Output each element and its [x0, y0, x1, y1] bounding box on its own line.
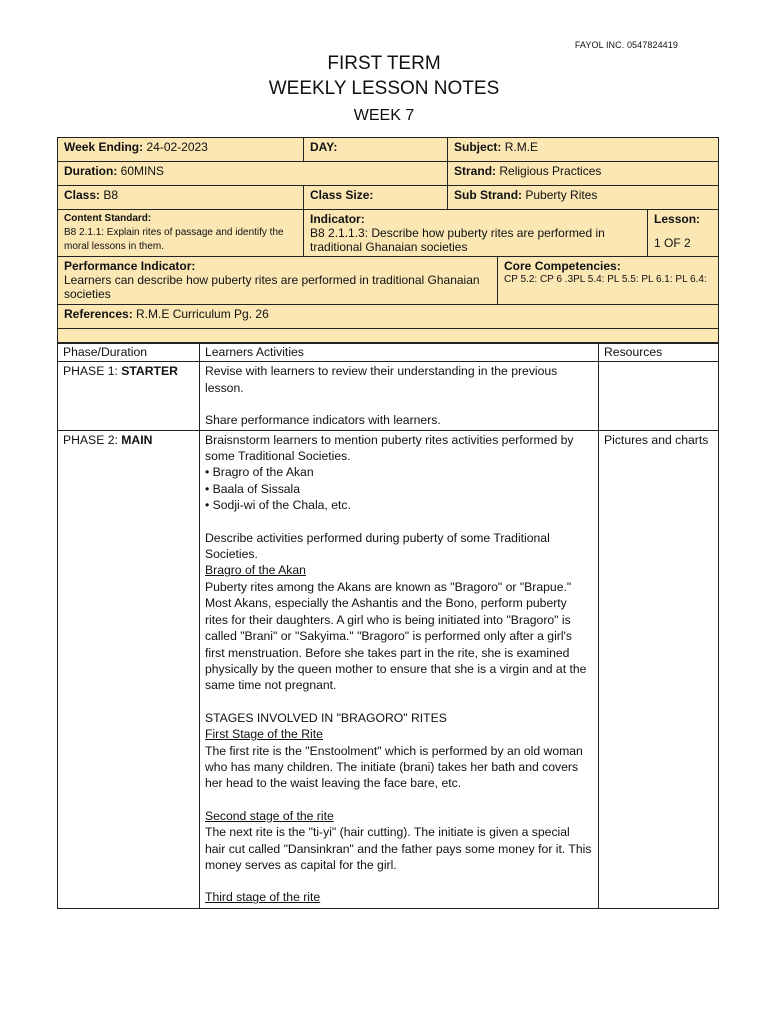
phase1-activity-revise: Revise with learners to review their understanding in the previous lesson.	[205, 364, 558, 395]
header-row-3	[58, 186, 719, 210]
sub-strand-label: Sub Strand:	[454, 188, 523, 202]
performance-indicator-cell	[58, 257, 498, 305]
core-competencies-value: CP 5.2: CP 6 .3PL 5.4: PL 5.5: PL 6.1: PL 6.4:	[504, 274, 707, 285]
duration-cell	[58, 162, 448, 186]
content-standard-cell	[58, 210, 304, 257]
list-item: • Bragro of the Akan	[205, 465, 314, 480]
indicator-label: Indicator:	[310, 212, 365, 226]
page-title-block	[0, 52, 768, 130]
performance-indicator-value: Learners can describe how puberty rites are performed in traditional Ghanaian societies	[64, 273, 480, 301]
references-cell	[58, 305, 719, 329]
class-size-label: Class Size:	[310, 188, 374, 202]
subject-value: R.M.E	[504, 140, 539, 154]
phase1-prefix: PHASE 1:	[63, 364, 122, 379]
phase2-intro: Braisnstorm learners to mention puberty rites activities performed by some Traditional Societies.	[205, 432, 574, 464]
indicator-cell	[304, 210, 648, 257]
phases-header-row	[58, 343, 719, 362]
lesson-cell	[648, 210, 719, 257]
phase2-row	[58, 430, 719, 908]
page-title-week: WEEK 7	[353, 107, 415, 124]
subject-label: Subject:	[454, 140, 502, 154]
lesson-value: 1 OF 2	[654, 236, 691, 250]
core-competencies-label: Core Competencies:	[504, 259, 621, 273]
phase1-name: STARTER	[121, 364, 178, 379]
phase1-activities-cell	[200, 362, 599, 430]
header-row-6	[58, 305, 719, 329]
duration-label: Duration:	[64, 164, 118, 178]
stage1-heading: First Stage of the Rite	[205, 727, 323, 742]
sub-strand-value: Puberty Rites	[525, 188, 598, 202]
content-standard-value: B8 2.1.1: Explain rites of passage and identify the moral lessons in them.	[64, 227, 284, 252]
header-row-2	[58, 162, 719, 186]
col-resources-header: Resources	[599, 343, 719, 362]
bragro-heading: Bragro of the Akan	[205, 563, 306, 578]
week-ending-value: 24-02-2023	[146, 140, 208, 154]
stage3-heading: Third stage of the rite	[205, 890, 321, 905]
phase1-row	[58, 362, 719, 430]
day-cell	[304, 138, 448, 162]
phase1-resources-cell	[599, 362, 719, 430]
week-ending-label: Week Ending:	[64, 140, 144, 154]
traditional-rites-list	[205, 464, 593, 513]
publisher-stamp: FAYOL INC. 0547824419	[574, 40, 678, 50]
sub-strand-cell	[448, 186, 719, 210]
phase1-label-cell	[58, 362, 200, 430]
references-value: R.M.E Curriculum Pg. 26	[136, 307, 269, 321]
strand-label: Strand:	[454, 164, 497, 178]
class-value: B8	[103, 188, 119, 202]
class-label: Class:	[64, 188, 101, 202]
references-label: References:	[64, 307, 133, 321]
lesson-phases-table	[57, 342, 719, 909]
subject-cell	[448, 138, 719, 162]
phase2-resources-cell: Pictures and charts	[599, 430, 719, 908]
class-size-cell	[304, 186, 448, 210]
col-activities-header: Learners Activities	[200, 343, 599, 362]
phase2-label-cell	[58, 430, 200, 908]
phase2-activities-cell	[200, 430, 599, 908]
week-ending-cell	[58, 138, 304, 162]
page-title-term: FIRST TERM	[327, 53, 441, 74]
list-item: • Baala of Sissala	[205, 481, 301, 496]
col-phase-header: Phase/Duration	[58, 343, 200, 362]
duration-value: 60MINS	[120, 164, 165, 178]
bragro-text: Puberty rites among the Akans are known as "Bragoro" or "Brapue." Most Akans, especially the Ashantis and the Bono, perform puberty rites for their daughters. A girl who is being initiated into "Bragoro" is called "Brani" or "Sakyima." "Bragoro" is performed only after a girl's first menstruation. Before she takes part in the rite, she is examined physically by the queen mother to ensure that she is a virgin and at the same time not pregnant.	[205, 579, 587, 693]
stage2-heading: Second stage of the rite	[205, 808, 334, 823]
phase2-name: MAIN	[121, 432, 153, 447]
stages-heading: STAGES INVOLVED IN "BRAGORO" RITES	[205, 710, 447, 725]
stage2-text: The next rite is the "ti-yi" (hair cutting). The initiate is given a special hair cut called "Dansinkran" and the father pays some money for it. This money serves as capital for the girl.	[205, 825, 592, 872]
lesson-label: Lesson:	[654, 212, 701, 226]
phase1-activity-share: Share performance indicators with learners.	[205, 413, 441, 428]
day-label: DAY:	[310, 140, 338, 154]
content-standard-label: Content Standard:	[64, 213, 152, 224]
header-row-4	[58, 210, 719, 257]
strand-value: Religious Practices	[499, 164, 602, 178]
indicator-value: B8 2.1.1.3: Describe how puberty rites are performed in traditional Ghanaian societies	[310, 226, 605, 254]
core-competencies-cell	[498, 257, 719, 305]
phase2-describe: Describe activities performed during puberty of some Traditional Societies.	[205, 530, 550, 562]
phase2-prefix: PHASE 2:	[63, 432, 122, 447]
class-cell	[58, 186, 304, 210]
lesson-header-table	[57, 137, 719, 344]
header-row-5	[58, 257, 719, 305]
header-row-1	[58, 138, 719, 162]
strand-cell	[448, 162, 719, 186]
performance-indicator-label: Performance Indicator:	[64, 259, 196, 273]
page-title-notes: WEEKLY LESSON NOTES	[268, 78, 500, 99]
list-item: • Sodji-wi of the Chala, etc.	[205, 498, 351, 513]
stage1-text: The first rite is the "Enstoolment" which is performed by an old woman who has many children. The initiate (brani) takes her bath and covers her head to the waist leaving the face bare, etc.	[205, 743, 583, 791]
